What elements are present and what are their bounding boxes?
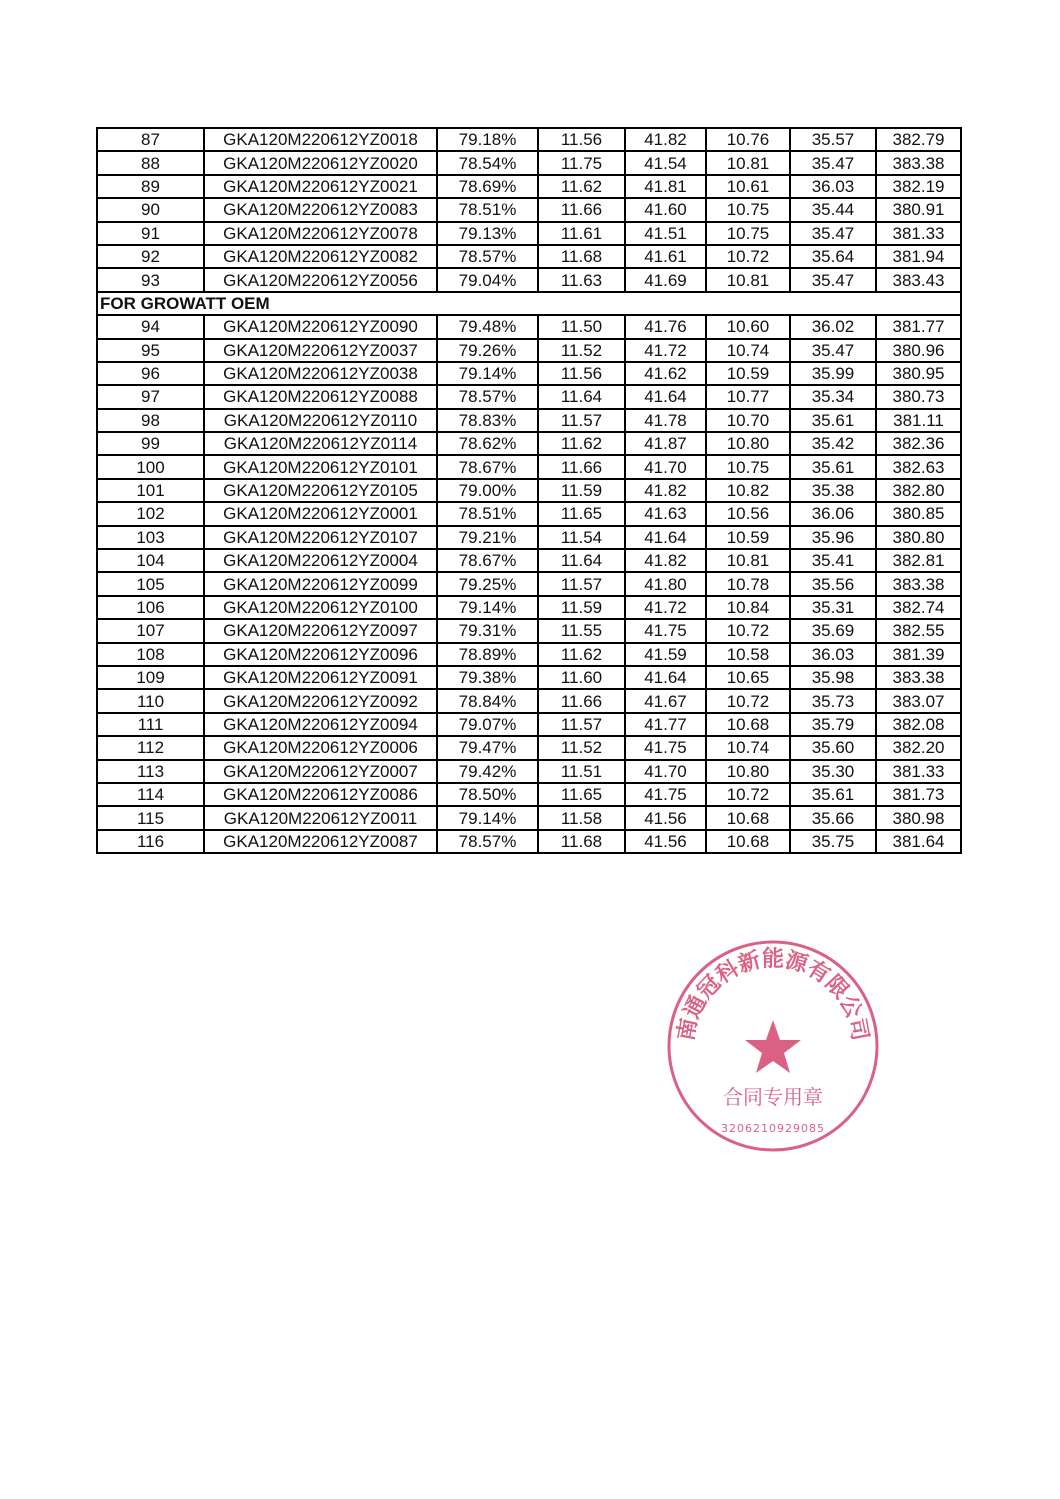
cell-imp: 10.81 (706, 151, 790, 174)
cell-pmax: 383.43 (876, 268, 961, 291)
cell-efficiency: 78.83% (437, 409, 538, 432)
cell-no: 95 (97, 339, 204, 362)
cell-imp: 10.72 (706, 245, 790, 268)
cell-no: 112 (97, 736, 204, 759)
cell-voc: 41.72 (625, 339, 706, 362)
cell-isc: 11.50 (538, 315, 625, 338)
cell-isc: 11.68 (538, 830, 625, 853)
cell-serial: GKA120M220612YZ0037 (204, 339, 437, 362)
cell-efficiency: 78.50% (437, 783, 538, 806)
cell-isc: 11.63 (538, 268, 625, 291)
cell-voc: 41.54 (625, 151, 706, 174)
cell-pmax: 380.80 (876, 526, 961, 549)
cell-no: 105 (97, 572, 204, 595)
cell-serial: GKA120M220612YZ0087 (204, 830, 437, 853)
cell-vmp: 35.61 (790, 409, 876, 432)
cell-voc: 41.75 (625, 736, 706, 759)
cell-serial: GKA120M220612YZ0020 (204, 151, 437, 174)
cell-imp: 10.72 (706, 783, 790, 806)
table-row (97, 502, 961, 525)
table-row (97, 198, 961, 221)
cell-pmax: 381.33 (876, 222, 961, 245)
cell-voc: 41.75 (625, 619, 706, 642)
cell-no: 92 (97, 245, 204, 268)
cell-serial: GKA120M220612YZ0056 (204, 268, 437, 291)
cell-no: 90 (97, 198, 204, 221)
cell-no: 94 (97, 315, 204, 338)
table-row (97, 713, 961, 736)
cell-imp: 10.75 (706, 455, 790, 478)
cell-vmp: 35.79 (790, 713, 876, 736)
cell-voc: 41.80 (625, 572, 706, 595)
cell-imp: 10.76 (706, 128, 790, 151)
cell-efficiency: 79.48% (437, 315, 538, 338)
cell-vmp: 35.57 (790, 128, 876, 151)
cell-isc: 11.66 (538, 198, 625, 221)
cell-imp: 10.59 (706, 362, 790, 385)
cell-pmax: 382.55 (876, 619, 961, 642)
cell-efficiency: 78.51% (437, 502, 538, 525)
cell-no: 98 (97, 409, 204, 432)
cell-efficiency: 78.57% (437, 245, 538, 268)
cell-pmax: 382.80 (876, 479, 961, 502)
cell-serial: GKA120M220612YZ0091 (204, 666, 437, 689)
cell-vmp: 35.34 (790, 385, 876, 408)
cell-serial: GKA120M220612YZ0021 (204, 175, 437, 198)
table-body (97, 128, 961, 853)
cell-voc: 41.81 (625, 175, 706, 198)
cell-vmp: 35.73 (790, 689, 876, 712)
cell-isc: 11.57 (538, 409, 625, 432)
cell-isc: 11.56 (538, 362, 625, 385)
cell-imp: 10.80 (706, 760, 790, 783)
cell-serial: GKA120M220612YZ0006 (204, 736, 437, 759)
cell-serial: GKA120M220612YZ0094 (204, 713, 437, 736)
cell-serial: GKA120M220612YZ0114 (204, 432, 437, 455)
cell-isc: 11.59 (538, 596, 625, 619)
cell-vmp: 35.69 (790, 619, 876, 642)
cell-efficiency: 79.31% (437, 619, 538, 642)
table-row (97, 432, 961, 455)
cell-efficiency: 79.21% (437, 526, 538, 549)
cell-serial: GKA120M220612YZ0092 (204, 689, 437, 712)
cell-efficiency: 78.51% (437, 198, 538, 221)
cell-efficiency: 79.38% (437, 666, 538, 689)
cell-no: 116 (97, 830, 204, 853)
table-row (97, 596, 961, 619)
cell-vmp: 35.47 (790, 339, 876, 362)
cell-serial: GKA120M220612YZ0086 (204, 783, 437, 806)
cell-imp: 10.60 (706, 315, 790, 338)
cell-no: 103 (97, 526, 204, 549)
cell-efficiency: 79.14% (437, 806, 538, 829)
table-row (97, 245, 961, 268)
cell-no: 111 (97, 713, 204, 736)
cell-pmax: 381.64 (876, 830, 961, 853)
cell-voc: 41.77 (625, 713, 706, 736)
section-label: FOR GROWATT OEM (97, 292, 961, 315)
cell-no: 102 (97, 502, 204, 525)
table-row (97, 806, 961, 829)
cell-isc: 11.61 (538, 222, 625, 245)
cell-pmax: 380.85 (876, 502, 961, 525)
table-row (97, 385, 961, 408)
cell-imp: 10.61 (706, 175, 790, 198)
table-row (97, 339, 961, 362)
cell-efficiency: 79.47% (437, 736, 538, 759)
cell-voc: 41.64 (625, 385, 706, 408)
cell-vmp: 35.61 (790, 783, 876, 806)
cell-efficiency: 79.18% (437, 128, 538, 151)
cell-imp: 10.68 (706, 713, 790, 736)
cell-imp: 10.74 (706, 736, 790, 759)
cell-vmp: 35.47 (790, 222, 876, 245)
cell-no: 104 (97, 549, 204, 572)
cell-no: 91 (97, 222, 204, 245)
table-row (97, 222, 961, 245)
cell-isc: 11.68 (538, 245, 625, 268)
cell-no: 93 (97, 268, 204, 291)
cell-serial: GKA120M220612YZ0018 (204, 128, 437, 151)
cell-pmax: 381.39 (876, 643, 961, 666)
seal-purpose: 合同专用章 (723, 1085, 823, 1109)
table-row (97, 783, 961, 806)
cell-efficiency: 78.67% (437, 455, 538, 478)
cell-isc: 11.51 (538, 760, 625, 783)
cell-vmp: 35.38 (790, 479, 876, 502)
cell-vmp: 35.61 (790, 455, 876, 478)
cell-voc: 41.78 (625, 409, 706, 432)
cell-efficiency: 79.07% (437, 713, 538, 736)
seal-company-name: 南通冠科新能源有限公司 (672, 946, 874, 1043)
cell-isc: 11.57 (538, 572, 625, 595)
table-row (97, 455, 961, 478)
cell-vmp: 35.99 (790, 362, 876, 385)
table-row (97, 479, 961, 502)
cell-voc: 41.69 (625, 268, 706, 291)
cell-voc: 41.51 (625, 222, 706, 245)
cell-pmax: 382.19 (876, 175, 961, 198)
cell-pmax: 380.73 (876, 385, 961, 408)
table-row (97, 736, 961, 759)
cell-voc: 41.82 (625, 479, 706, 502)
cell-efficiency: 78.84% (437, 689, 538, 712)
table-row (97, 362, 961, 385)
cell-pmax: 380.98 (876, 806, 961, 829)
cell-no: 97 (97, 385, 204, 408)
cell-serial: GKA120M220612YZ0078 (204, 222, 437, 245)
cell-efficiency: 79.00% (437, 479, 538, 502)
cell-imp: 10.58 (706, 643, 790, 666)
cell-efficiency: 78.69% (437, 175, 538, 198)
cell-voc: 41.63 (625, 502, 706, 525)
cell-vmp: 35.41 (790, 549, 876, 572)
cell-serial: GKA120M220612YZ0004 (204, 549, 437, 572)
cell-isc: 11.65 (538, 502, 625, 525)
cell-imp: 10.70 (706, 409, 790, 432)
cell-isc: 11.62 (538, 643, 625, 666)
cell-no: 106 (97, 596, 204, 619)
cell-imp: 10.81 (706, 268, 790, 291)
cell-voc: 41.61 (625, 245, 706, 268)
cell-efficiency: 78.57% (437, 385, 538, 408)
table-row (97, 830, 961, 853)
cell-efficiency: 79.14% (437, 596, 538, 619)
cell-no: 113 (97, 760, 204, 783)
cell-pmax: 382.08 (876, 713, 961, 736)
cell-imp: 10.80 (706, 432, 790, 455)
table-row (97, 689, 961, 712)
cell-vmp: 36.02 (790, 315, 876, 338)
cell-pmax: 382.63 (876, 455, 961, 478)
cell-vmp: 35.60 (790, 736, 876, 759)
cell-vmp: 35.56 (790, 572, 876, 595)
cell-pmax: 380.95 (876, 362, 961, 385)
cell-pmax: 381.11 (876, 409, 961, 432)
cell-efficiency: 78.54% (437, 151, 538, 174)
cell-imp: 10.68 (706, 806, 790, 829)
cell-imp: 10.56 (706, 502, 790, 525)
seal-number: 3206210929085 (721, 1122, 825, 1135)
cell-vmp: 35.44 (790, 198, 876, 221)
cell-serial: GKA120M220612YZ0011 (204, 806, 437, 829)
table-row (97, 619, 961, 642)
cell-serial: GKA120M220612YZ0110 (204, 409, 437, 432)
cell-voc: 41.72 (625, 596, 706, 619)
seal-star-icon (745, 1020, 801, 1073)
cell-efficiency: 78.62% (437, 432, 538, 455)
section-row (97, 292, 961, 315)
cell-efficiency: 79.25% (437, 572, 538, 595)
table-row (97, 549, 961, 572)
cell-serial: GKA120M220612YZ0090 (204, 315, 437, 338)
cell-voc: 41.82 (625, 128, 706, 151)
table-row (97, 643, 961, 666)
cell-serial: GKA120M220612YZ0038 (204, 362, 437, 385)
cell-pmax: 381.94 (876, 245, 961, 268)
cell-no: 88 (97, 151, 204, 174)
cell-isc: 11.52 (538, 339, 625, 362)
cell-voc: 41.75 (625, 783, 706, 806)
cell-efficiency: 79.14% (437, 362, 538, 385)
cell-imp: 10.78 (706, 572, 790, 595)
cell-imp: 10.74 (706, 339, 790, 362)
cell-isc: 11.66 (538, 689, 625, 712)
cell-isc: 11.75 (538, 151, 625, 174)
cell-serial: GKA120M220612YZ0007 (204, 760, 437, 783)
cell-voc: 41.82 (625, 549, 706, 572)
cell-no: 109 (97, 666, 204, 689)
cell-isc: 11.62 (538, 175, 625, 198)
cell-pmax: 382.20 (876, 736, 961, 759)
cell-pmax: 383.07 (876, 689, 961, 712)
cell-vmp: 35.75 (790, 830, 876, 853)
cell-voc: 41.76 (625, 315, 706, 338)
cell-serial: GKA120M220612YZ0096 (204, 643, 437, 666)
cell-imp: 10.75 (706, 222, 790, 245)
cell-no: 99 (97, 432, 204, 455)
cell-vmp: 35.64 (790, 245, 876, 268)
table-row (97, 151, 961, 174)
cell-serial: GKA120M220612YZ0001 (204, 502, 437, 525)
cell-voc: 41.56 (625, 806, 706, 829)
cell-efficiency: 79.26% (437, 339, 538, 362)
cell-pmax: 380.91 (876, 198, 961, 221)
cell-voc: 41.87 (625, 432, 706, 455)
table-row (97, 128, 961, 151)
cell-isc: 11.66 (538, 455, 625, 478)
cell-efficiency: 78.57% (437, 830, 538, 853)
cell-vmp: 35.96 (790, 526, 876, 549)
cell-isc: 11.65 (538, 783, 625, 806)
cell-imp: 10.65 (706, 666, 790, 689)
table-row (97, 175, 961, 198)
cell-vmp: 35.42 (790, 432, 876, 455)
cell-pmax: 381.33 (876, 760, 961, 783)
cell-pmax: 382.36 (876, 432, 961, 455)
cell-pmax: 381.77 (876, 315, 961, 338)
cell-imp: 10.75 (706, 198, 790, 221)
cell-isc: 11.54 (538, 526, 625, 549)
cell-efficiency: 79.13% (437, 222, 538, 245)
cell-isc: 11.56 (538, 128, 625, 151)
cell-imp: 10.68 (706, 830, 790, 853)
cell-serial: GKA120M220612YZ0107 (204, 526, 437, 549)
cell-imp: 10.59 (706, 526, 790, 549)
cell-no: 110 (97, 689, 204, 712)
cell-voc: 41.70 (625, 760, 706, 783)
cell-serial: GKA120M220612YZ0088 (204, 385, 437, 408)
cell-serial: GKA120M220612YZ0082 (204, 245, 437, 268)
cell-no: 115 (97, 806, 204, 829)
cell-efficiency: 78.67% (437, 549, 538, 572)
table-row (97, 666, 961, 689)
cell-efficiency: 79.04% (437, 268, 538, 291)
cell-isc: 11.64 (538, 549, 625, 572)
cell-isc: 11.62 (538, 432, 625, 455)
cell-voc: 41.64 (625, 526, 706, 549)
cell-no: 108 (97, 643, 204, 666)
cell-pmax: 383.38 (876, 572, 961, 595)
cell-voc: 41.59 (625, 643, 706, 666)
cell-isc: 11.58 (538, 806, 625, 829)
cell-efficiency: 78.89% (437, 643, 538, 666)
cell-imp: 10.81 (706, 549, 790, 572)
cell-vmp: 35.47 (790, 151, 876, 174)
table-row (97, 315, 961, 338)
company-seal-stamp (662, 930, 884, 1162)
table-row (97, 409, 961, 432)
cell-imp: 10.84 (706, 596, 790, 619)
cell-imp: 10.72 (706, 689, 790, 712)
cell-vmp: 36.06 (790, 502, 876, 525)
cell-pmax: 380.96 (876, 339, 961, 362)
cell-no: 101 (97, 479, 204, 502)
cell-vmp: 35.30 (790, 760, 876, 783)
cell-serial: GKA120M220612YZ0083 (204, 198, 437, 221)
table-row (97, 572, 961, 595)
cell-vmp: 35.98 (790, 666, 876, 689)
cell-voc: 41.56 (625, 830, 706, 853)
cell-imp: 10.72 (706, 619, 790, 642)
table-row (97, 268, 961, 291)
cell-serial: GKA120M220612YZ0099 (204, 572, 437, 595)
cell-vmp: 36.03 (790, 643, 876, 666)
cell-isc: 11.59 (538, 479, 625, 502)
cell-no: 114 (97, 783, 204, 806)
cell-serial: GKA120M220612YZ0101 (204, 455, 437, 478)
cell-pmax: 382.74 (876, 596, 961, 619)
cell-voc: 41.60 (625, 198, 706, 221)
cell-no: 89 (97, 175, 204, 198)
cell-voc: 41.70 (625, 455, 706, 478)
cell-pmax: 383.38 (876, 666, 961, 689)
cell-no: 100 (97, 455, 204, 478)
cell-efficiency: 79.42% (437, 760, 538, 783)
cell-isc: 11.55 (538, 619, 625, 642)
cell-no: 87 (97, 128, 204, 151)
cell-serial: GKA120M220612YZ0100 (204, 596, 437, 619)
cell-no: 96 (97, 362, 204, 385)
cell-vmp: 36.03 (790, 175, 876, 198)
cell-vmp: 35.47 (790, 268, 876, 291)
cell-pmax: 382.79 (876, 128, 961, 151)
cell-isc: 11.57 (538, 713, 625, 736)
module-test-data-table (96, 127, 962, 854)
cell-no: 107 (97, 619, 204, 642)
table-row (97, 760, 961, 783)
cell-voc: 41.62 (625, 362, 706, 385)
cell-pmax: 383.38 (876, 151, 961, 174)
cell-voc: 41.64 (625, 666, 706, 689)
cell-pmax: 382.81 (876, 549, 961, 572)
cell-pmax: 381.73 (876, 783, 961, 806)
cell-isc: 11.52 (538, 736, 625, 759)
cell-voc: 41.67 (625, 689, 706, 712)
cell-serial: GKA120M220612YZ0097 (204, 619, 437, 642)
cell-vmp: 35.31 (790, 596, 876, 619)
cell-serial: GKA120M220612YZ0105 (204, 479, 437, 502)
table-row (97, 526, 961, 549)
cell-imp: 10.77 (706, 385, 790, 408)
cell-isc: 11.64 (538, 385, 625, 408)
cell-isc: 11.60 (538, 666, 625, 689)
cell-imp: 10.82 (706, 479, 790, 502)
cell-vmp: 35.66 (790, 806, 876, 829)
